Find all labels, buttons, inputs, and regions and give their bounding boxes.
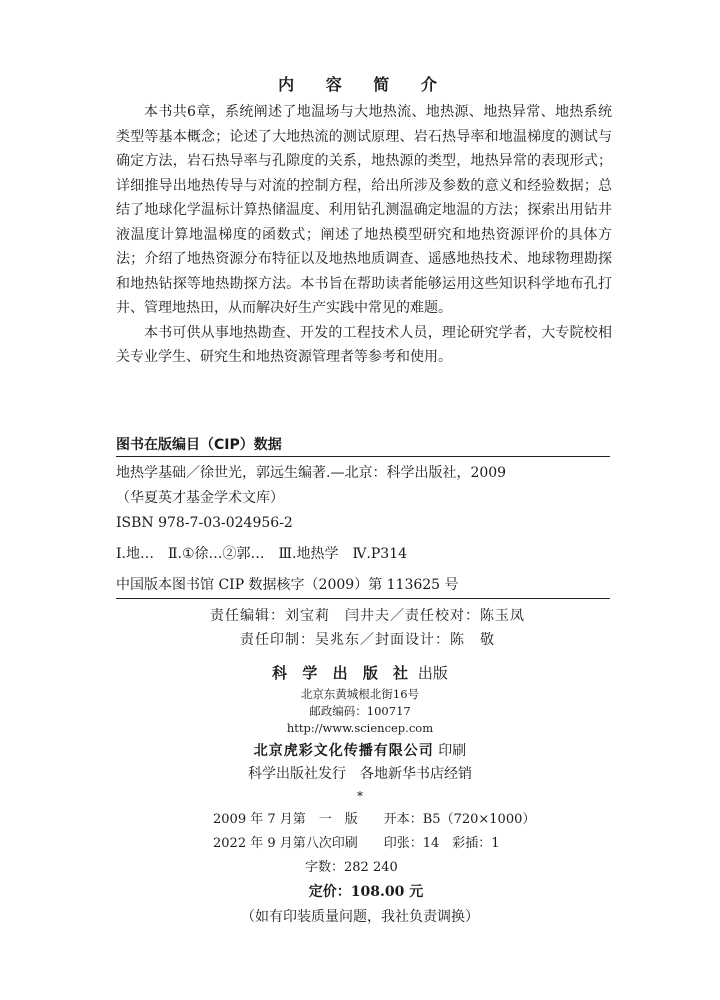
word-count-line: 字数：282 240 [305, 860, 398, 875]
quality-note: （如有印装质量问题，我社负责调换） [241, 909, 479, 925]
publisher-address: 北京东黄城根北街16号 [300, 687, 420, 701]
publisher-name: 科 学 出 版 社 [272, 664, 414, 682]
staff-credits [0, 604, 720, 652]
printing-line: 2022 年 9 月第八次印刷 印张：14 彩插：1 [213, 836, 500, 851]
publisher-url: http://www.sciencep.com [286, 721, 434, 735]
printer-name: 北京虎彩文化传播有限公司 [253, 743, 434, 759]
edition-block [0, 808, 720, 930]
printer-line [0, 739, 720, 763]
cip-series-line: （华夏英才基金学术文库） [116, 490, 284, 506]
publisher-line [0, 660, 720, 686]
cip-title-line: 地热学基础／徐世光，郭远生编著.—北京：科学出版社，2009 [116, 465, 507, 481]
edition-line: 2009 年 7 月第 一 版 开本：B5（720×1000） [213, 812, 536, 827]
page-title: 内 容 简 介 [278, 75, 450, 94]
summary-section [116, 100, 612, 370]
production-credit-line: 责任印制：吴兆东／封面设计：陈 敬 [240, 632, 495, 648]
separator-star: * [357, 789, 363, 803]
cip-heading: 图书在版编目（CIP）数据 [116, 437, 282, 453]
summary-paragraph-2: 本书可供从事地热勘查、开发的工程技术人员，理论研究学者，大专院校相关专业学生、研究生和地热资源管理者等参考和使用。 [116, 324, 612, 365]
editor-credit-line: 责任编辑：刘宝莉 闫井夫／责任校对：陈玉凤 [210, 608, 525, 624]
cip-bottom-rule [116, 598, 610, 599]
imprint-block [0, 660, 720, 805]
cip-isbn-line: ISBN 978-7-03-024956-2 [116, 515, 293, 531]
publisher-postcode: 邮政编码：100717 [309, 704, 411, 718]
cip-library-line: 中国版本图书馆 CIP 数据核字（2009）第 113625 号 [116, 577, 459, 593]
publisher-suffix: 出版 [417, 664, 448, 682]
cip-body [116, 457, 610, 598]
distribution-line: 科学出版社发行 各地新华书店经销 [248, 766, 472, 782]
price-line: 定价：108.00 元 [308, 884, 424, 900]
cip-block [116, 434, 610, 599]
summary-paragraph-1: 本书共6章，系统阐述了地温场与大地热流、地热源、地热异常、地热系统类型等基本概念；论述了大地热流的测试原理、岩石热导率和地温梯度的测试与确定方法，岩石热导率与孔隙度的关系，地热源的类型，地热异常的表现形式；详细推导出地热传导与对流的控制方程，给出所涉及参数的意义和经验数据；总结了地球化学温标计算热储温度、利用钻孔测温确定地温的方法；探索出用钻井液温度计算地温梯度的函数式；阐述了地热模型研究和地热资源评价的具体方法；介绍了地热资源分布特征以及地热地质调查、遥感地热技术、地球物理勘探和地热钻探等地热勘探方法。本书旨在帮助读者能够运用这些知识科学地布孔打井、管理地热田，从而解决好生产实践中常见的难题。 [116, 104, 612, 316]
cip-subject-line: Ⅰ.地… Ⅱ.①徐…②郭… Ⅲ.地热学 Ⅳ.P314 [116, 546, 408, 562]
printer-suffix: 印刷 [438, 743, 467, 759]
